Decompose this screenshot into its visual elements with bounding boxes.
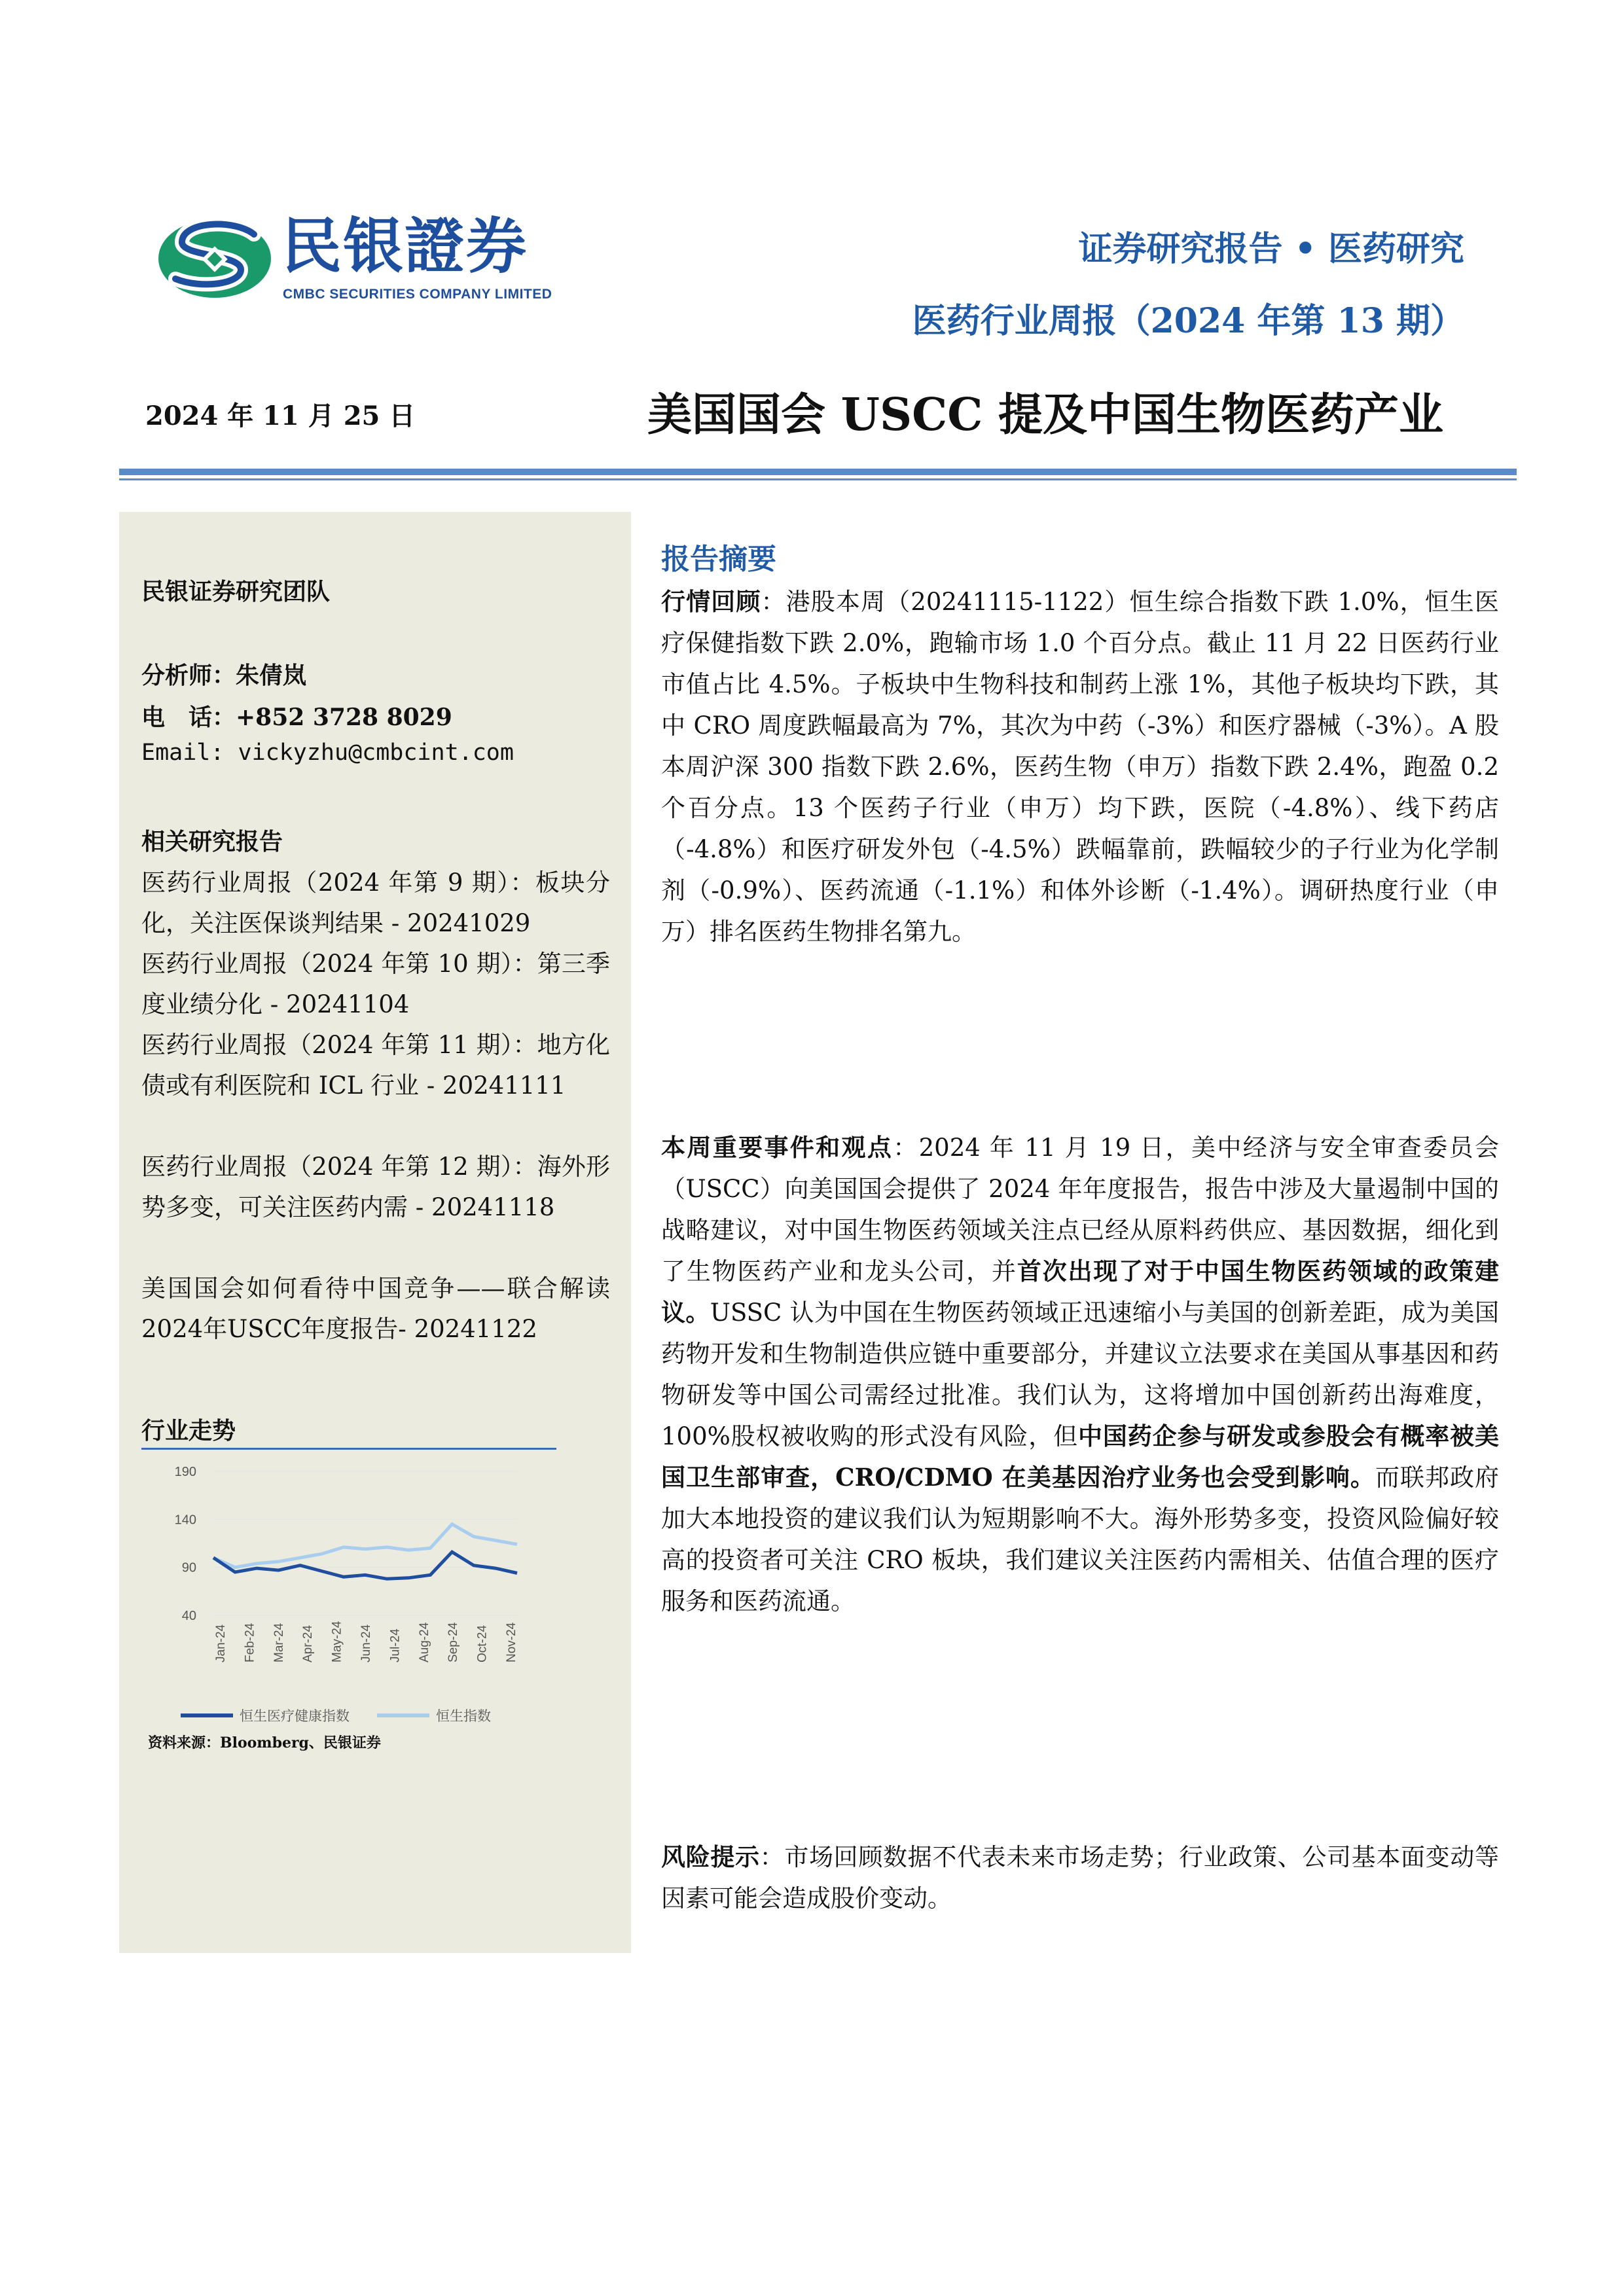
report-title: 美国国会 USCC 提及中国生物医药产业: [647, 389, 1443, 441]
weekly-events-text: USSC 认为中国在生物医药领域正迅速缩小与美国的创新差距，成为美国药物开发和生物制造供应链中重要部分，并建议立法要求在美国从事基因和药物研发等中国公司需经过批准。我们认为，这将增加中国创新药出海难度，100%股权被收购的形式没有风险，但: [661, 1299, 1500, 1450]
report-category: 证券研究报告 • 医药研究: [1078, 229, 1464, 269]
x-tick-label: Jun-24: [359, 1624, 373, 1662]
related-reports-title: 相关研究报告: [141, 828, 283, 855]
company-logo-mark: [156, 216, 274, 301]
weekly-events-paragraph: [661, 1127, 1499, 1622]
series-line-hsi: [213, 1524, 517, 1568]
research-team: 民银证券研究团队: [141, 578, 331, 605]
x-tick-label: Apr-24: [301, 1624, 316, 1662]
company-logo-english: CMBC SECURITIES COMPANY LIMITED: [283, 287, 552, 302]
trend-chart-rule: [141, 1448, 556, 1450]
x-tick-label: Feb-24: [243, 1623, 257, 1662]
report-date: 2024 年 11 月 25 日: [145, 401, 416, 431]
related-report-link[interactable]: 医药行业周报（2024 年第 9 期）：板块分化，关注医保谈判结果 - 20241029: [141, 869, 610, 937]
risk-paragraph: [661, 1837, 1499, 1919]
related-report-link[interactable]: 医药行业周报（2024 年第 12 期）：海外形势多变，可关注医药内需 - 20241118: [141, 1153, 610, 1221]
x-tick-label: Sep-24: [446, 1622, 461, 1662]
report-series: 医药行业周报（2024 年第 13 期）: [912, 301, 1464, 341]
x-tick-label: Aug-24: [417, 1622, 431, 1662]
weekly-events-text: ：2024 年 11 月 19 日，美中经济与安全审查委员会（USCC）向美国国会提供了 2024 年年度报告，报告中涉及大量遏制中国的战略建议，对中国生物医药领域关注点已经从原料药供应、基因数据，细化到了生物医药产业和龙头公司，并: [661, 1134, 1499, 1285]
x-tick-label: Nov-24: [505, 1622, 518, 1662]
risk-text: ：市场回顾数据不代表未来市场走势；行业政策、公司基本面变动等因素可能会造成股价变动。: [661, 1843, 1500, 1912]
legend-label: 恒生医疗健康指数: [240, 1708, 350, 1724]
x-tick-label: Oct-24: [475, 1624, 490, 1662]
company-logo-text: 民银證券: [281, 211, 528, 281]
header-rule: [119, 469, 1517, 475]
y-tick-label: 190: [174, 1465, 196, 1479]
summary-heading: 报告摘要: [661, 543, 776, 576]
market-review-text: ：港股本周（20241115-1122）恒生综合指数下跌 1.0%，恒生医疗保健指数下跌 2.0%，跑输市场 1.0 个百分点。截止 11 月 22 日医药行业市值占比 4.5%。子板块中生物科技和制药上涨 1%，其他子板块均下跌，其中 CRO 周度跌幅最高为 7%，其次为中药（-3%）和医疗器械（-3%）。A 股本周沪深 300 指数下跌 2.6%，医药生物（申万）指数下跌 2.4%，跑盈 0.2 个百分点。13 个医药子行业（申万）均下跌，医院（-4.8%）、线下药店（-4.8%）和医疗研发外包（-4.5%）跌幅靠前，跌幅较少的子行业为化学制剂（-0.9%）、医药流通（-1.1%）和体外诊断（-1.4%）。调研热度行业（申万）排名医药生物排名第九。: [661, 588, 1500, 946]
market-review-label: 行情回顾: [661, 587, 761, 616]
y-tick-label: 140: [174, 1513, 196, 1528]
series-line-hshci: [213, 1552, 517, 1579]
x-tick-label: Jul-24: [388, 1628, 403, 1662]
y-tick-label: 40: [181, 1609, 196, 1623]
related-report-link[interactable]: 医药行业周报（2024 年第 10 期）：第三季度业绩分化 - 20241104: [141, 950, 610, 1018]
weekly-events-label: 本周重要事件和观点: [661, 1133, 893, 1162]
industry-trend-chart: [141, 1457, 556, 1733]
x-tick-label: May-24: [330, 1621, 344, 1662]
header-rule-thin: [119, 478, 1517, 480]
weekly-events-highlight: 中国药企参与研发或参股会有概率被美国卫生部审查，CRO/CDMO 在美基因治疗业务也会受到影响。: [661, 1422, 1500, 1492]
x-tick-label: Mar-24: [272, 1623, 286, 1662]
weekly-events-highlight: 首次出现了对于中国生物医药领域的政策建议。: [661, 1257, 1499, 1327]
risk-label: 风险提示: [661, 1842, 760, 1871]
legend-label: 恒生指数: [436, 1708, 491, 1724]
y-tick-label: 90: [181, 1560, 196, 1575]
market-review-paragraph: [661, 581, 1499, 952]
analyst-email[interactable]: Email: vickyzhu@cmbcint.com: [141, 740, 514, 766]
weekly-events-text: 而联邦政府加大本地投资的建议我们认为短期影响不大。海外形势多变，投资风险偏好较高的投资者可关注 CRO 板块，我们建议关注医药内需相关、估值合理的医疗服务和医药流通。: [661, 1463, 1500, 1615]
related-report-link[interactable]: 美国国会如何看待中国竞争——联合解读2024年USCC年度报告- 20241122: [141, 1274, 610, 1343]
chart-source-note: 资料来源：Bloomberg、民银证券: [148, 1734, 381, 1751]
related-report-link[interactable]: 医药行业周报（2024 年第 11 期）：地方化债或有利医院和 ICL 行业 - 20241111: [141, 1031, 610, 1100]
trend-chart-title: 行业走势: [141, 1417, 236, 1444]
x-tick-label: Jan-24: [214, 1624, 228, 1662]
analyst-phone: 电 话：+852 3728 8029: [141, 704, 452, 731]
analyst-name: 分析师：朱倩岚: [141, 662, 307, 689]
